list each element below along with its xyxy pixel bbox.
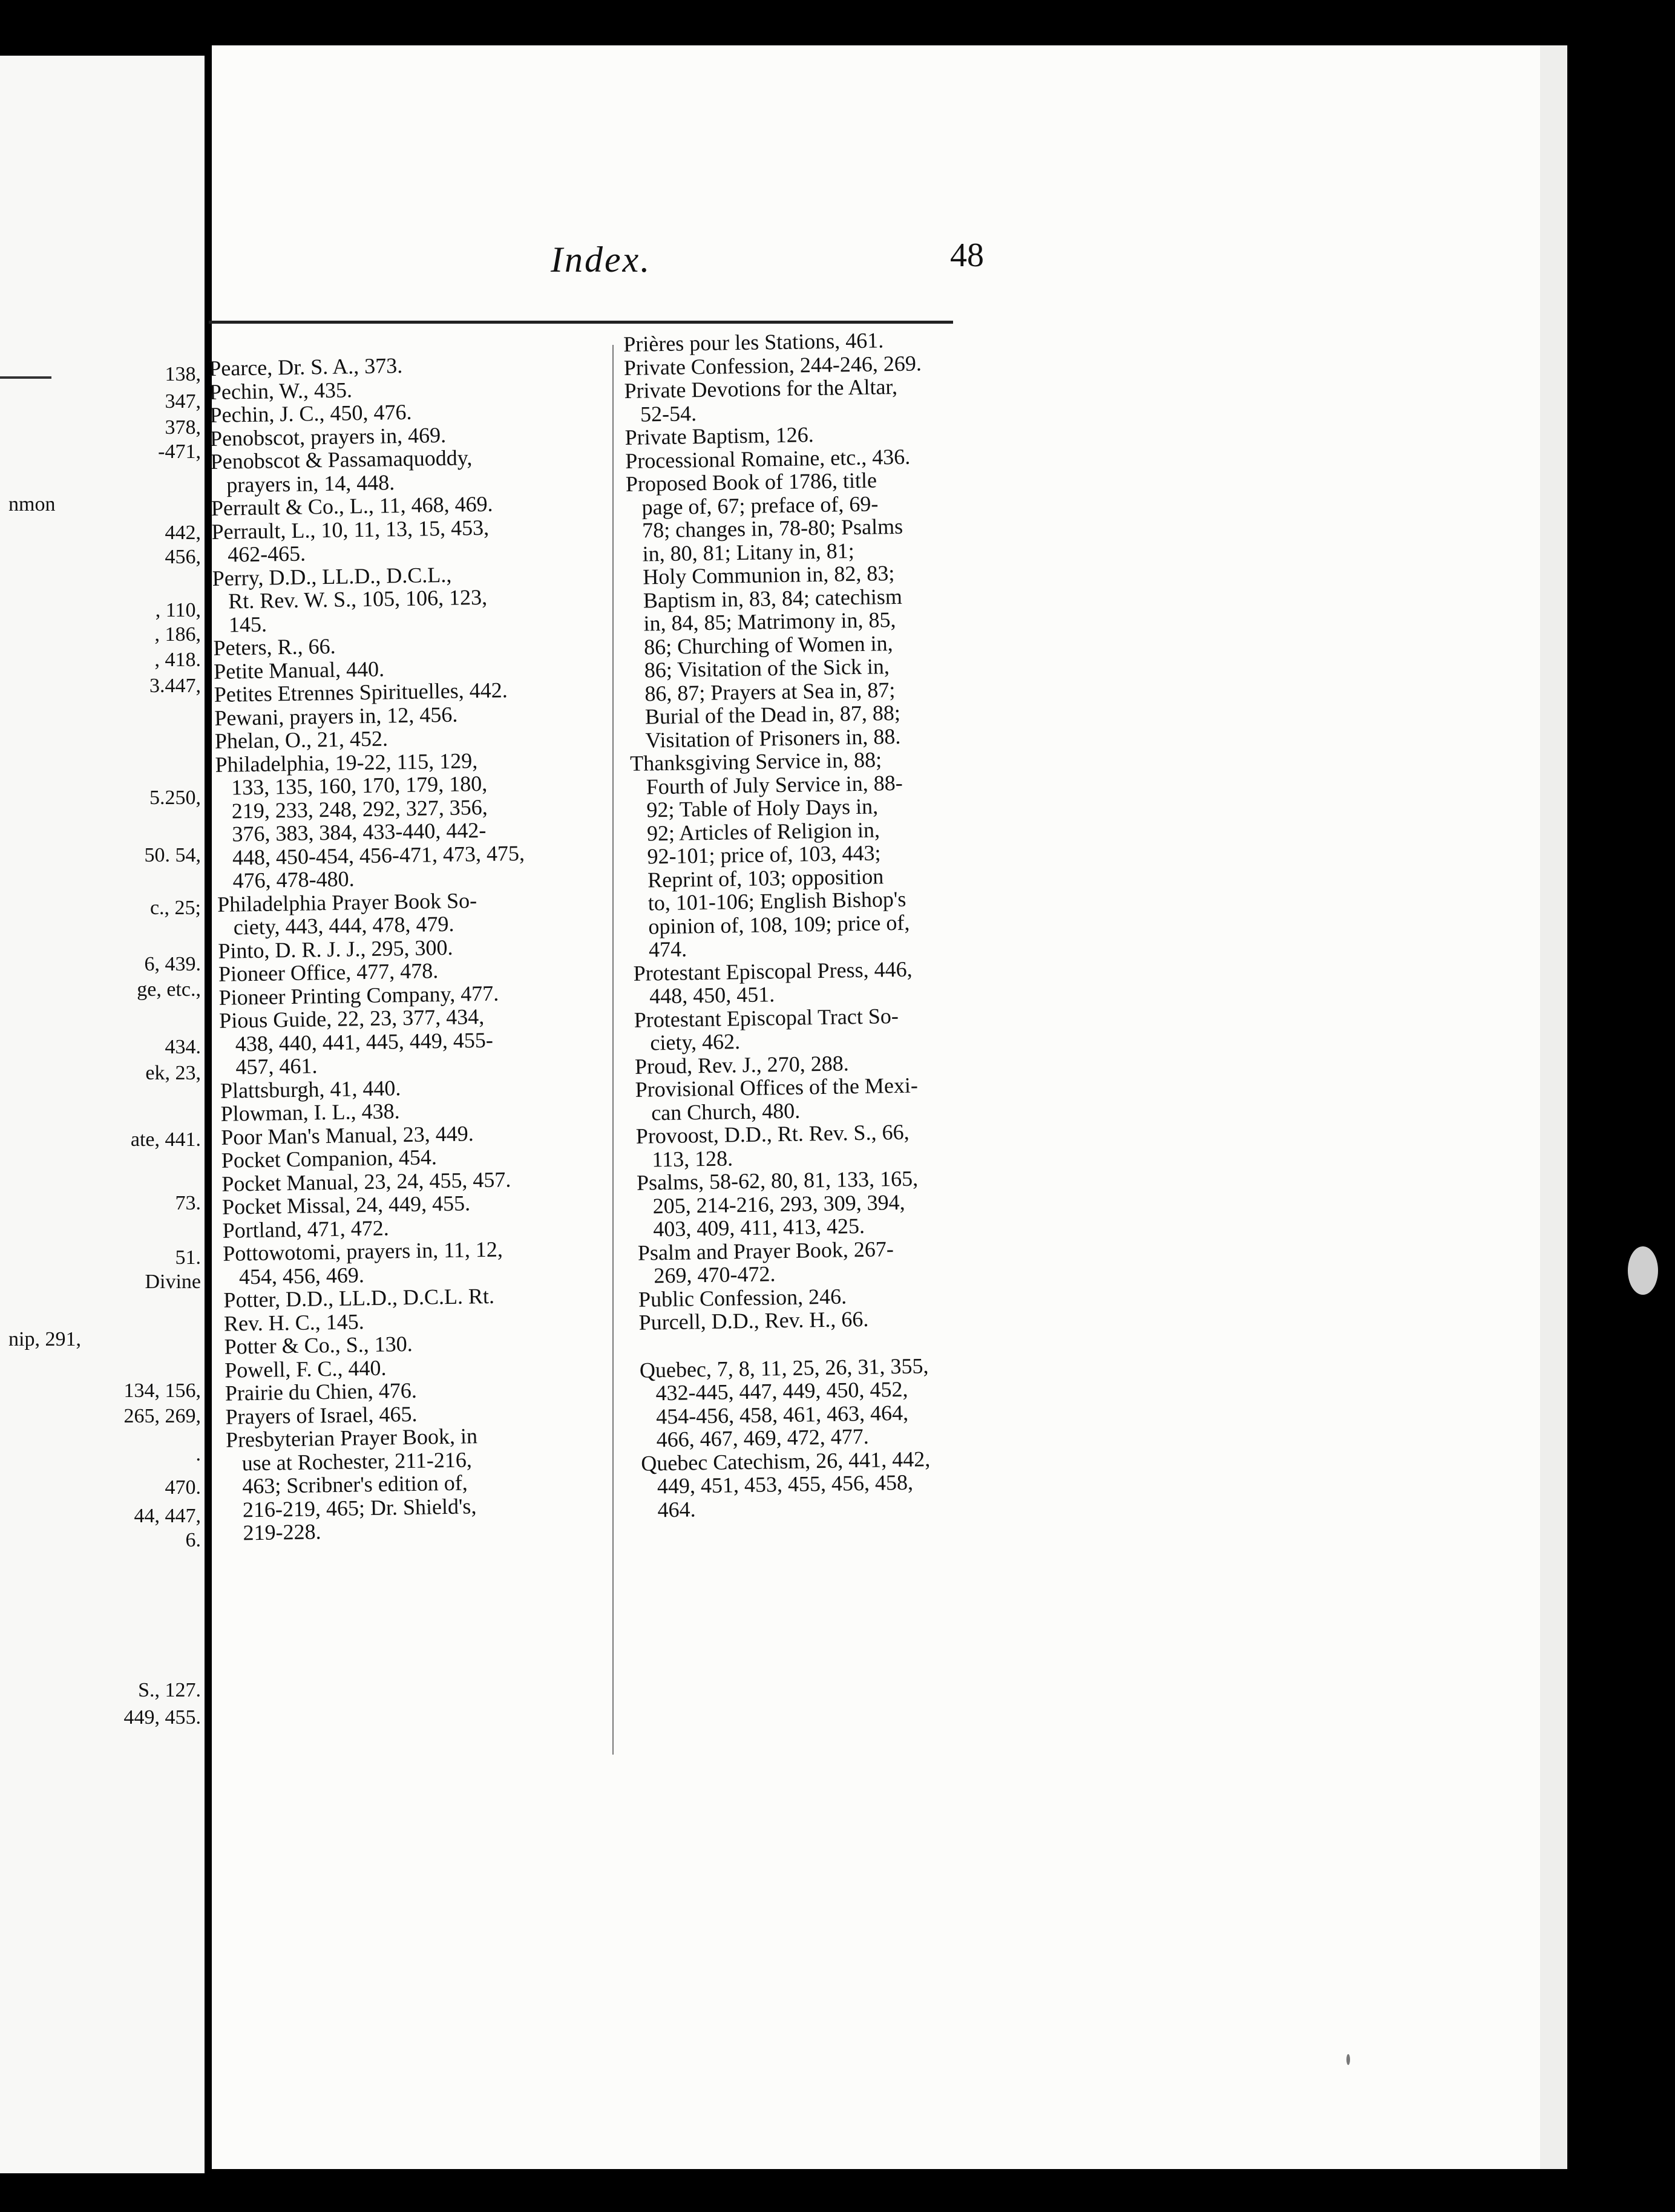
index-entry-continuation: 448, 450, 451. xyxy=(649,982,775,1009)
index-entry: Poor Man's Manual, 23, 449. xyxy=(220,1121,474,1150)
facing-page-fragment: 470. xyxy=(165,1476,201,1499)
facing-page-fragment: . xyxy=(195,1443,201,1465)
page-speck xyxy=(1346,2054,1350,2065)
index-entry-continuation: Reprint of, 103; opposition xyxy=(647,863,884,892)
facing-page-fragment: 449, 455. xyxy=(123,1706,201,1729)
facing-page-fragment: 378, xyxy=(165,416,201,439)
index-entry: Public Confession, 246. xyxy=(638,1283,847,1312)
facing-page-fragment: 434. xyxy=(165,1036,201,1058)
index-entry: Provoost, D.D., Rt. Rev. S., 66, xyxy=(635,1119,910,1148)
facing-page-rule xyxy=(0,376,51,379)
index-entry-continuation: Burial of the Dead in, 87, 88; xyxy=(644,700,901,729)
index-entry: Perrault, L., 10, 11, 13, 15, 453, xyxy=(211,515,490,544)
index-entry-continuation: 86; Churching of Women in, xyxy=(643,630,893,659)
index-entry: Petites Etrennes Spirituelles, 442. xyxy=(214,678,508,707)
index-entry: Powell, F. C., 440. xyxy=(224,1355,387,1382)
facing-page-fragment: 73. xyxy=(175,1192,201,1214)
index-entry-continuation: 449, 451, 453, 455, 456, 458, xyxy=(657,1470,914,1499)
page-speck xyxy=(1628,1246,1658,1295)
index-entry-continuation: opinion of, 108, 109; price of, xyxy=(648,910,910,938)
index-entry-continuation: prayers in, 14, 448. xyxy=(226,470,395,497)
index-entry: Proposed Book of 1786, title xyxy=(625,468,877,496)
index-entry: Prayers of Israel, 465. xyxy=(225,1401,418,1429)
index-entry-continuation: Rt. Rev. W. S., 105, 106, 123, xyxy=(228,584,488,614)
facing-page-fragment: , 110, xyxy=(155,599,201,621)
facing-page-fragment: ek, 23, xyxy=(145,1062,201,1084)
index-entry: Pious Guide, 22, 23, 377, 434, xyxy=(218,1004,485,1033)
index-entry: Philadelphia, 19-22, 115, 129, xyxy=(215,748,478,777)
index-entry: Quebec, 7, 8, 11, 25, 26, 31, 355, xyxy=(639,1353,929,1382)
index-entry-continuation: ciety, 462. xyxy=(650,1029,741,1055)
index-entry-continuation: 466, 467, 469, 472, 477. xyxy=(656,1424,870,1452)
index-entry-continuation: 145. xyxy=(228,612,267,637)
facing-page-fragment: 265, 269, xyxy=(123,1405,201,1427)
facing-page-fragment: 134, 156, xyxy=(123,1379,201,1402)
index-entry: Perry, D.D., LL.D., D.C.L., xyxy=(212,562,452,591)
index-entry-continuation: 376, 383, 384, 433-440, 442- xyxy=(232,817,487,846)
index-entry: Pocket Companion, 454. xyxy=(221,1145,438,1173)
index-entry-continuation: ciety, 443, 444, 478, 479. xyxy=(233,911,454,940)
index-entry-continuation: in, 84, 85; Matrimony in, 85, xyxy=(643,607,896,636)
index-entry-continuation: 78; changes in, 78-80; Psalms xyxy=(641,514,903,543)
facing-page-fragment: 6. xyxy=(185,1529,201,1551)
index-entry-continuation: 438, 440, 441, 445, 449, 455- xyxy=(235,1027,494,1056)
facing-page-edge xyxy=(0,56,205,2173)
index-entry-continuation: 113, 128. xyxy=(652,1145,733,1171)
index-entry: Protestant Episcopal Tract So- xyxy=(634,1003,899,1032)
facing-page-fragment: 442, xyxy=(165,522,201,544)
index-entry-continuation: 448, 450-454, 456-471, 473, 475, xyxy=(232,840,525,869)
index-entry-continuation: 86; Visitation of the Sick in, xyxy=(644,654,890,682)
index-entry-continuation: 92; Articles of Religion in, xyxy=(646,817,880,845)
index-entry: Protestant Episcopal Press, 446, xyxy=(633,957,913,986)
index-entry: Pioneer Office, 477, 478. xyxy=(218,958,439,986)
facing-page-fragment: 138, xyxy=(165,363,201,385)
index-entry-continuation: 133, 135, 160, 170, 179, 180, xyxy=(231,771,488,800)
index-entry: Prairie du Chien, 476. xyxy=(225,1378,418,1405)
index-column-left xyxy=(209,351,621,1545)
index-entry: Philadelphia Prayer Book So- xyxy=(217,888,477,917)
facing-page-fragment: Divine xyxy=(145,1271,201,1293)
index-entry-continuation: can Church, 480. xyxy=(651,1098,801,1125)
index-entry-continuation: to, 101-106; English Bishop's xyxy=(647,886,906,915)
index-entry-continuation: 474. xyxy=(648,937,687,962)
index-entry-continuation: 86, 87; Prayers at Sea in, 87; xyxy=(644,677,896,706)
index-entry-continuation: 464. xyxy=(657,1496,696,1522)
index-entry: Plowman, I. L., 438. xyxy=(220,1099,400,1126)
index-entry: Penobscot, prayers in, 469. xyxy=(209,422,447,451)
index-entry-continuation: 205, 214-216, 293, 309, 394, xyxy=(652,1189,905,1218)
index-entry: Presbyterian Prayer Book, in xyxy=(225,1424,478,1452)
facing-page-fragment: 50. 54, xyxy=(144,844,201,866)
index-entry: Petite Manual, 440. xyxy=(213,656,385,684)
index-entry-continuation: use at Rochester, 211-216, xyxy=(241,1447,473,1475)
facing-page-fragment: 44, 447, xyxy=(134,1505,201,1527)
facing-page-fragment: ate, 441. xyxy=(130,1128,201,1151)
index-column-right xyxy=(623,327,1035,1522)
index-entry: Pechin, J. C., 450, 476. xyxy=(209,399,412,427)
index-entry: Plattsburgh, 41, 440. xyxy=(220,1075,401,1103)
index-entry: Pocket Missal, 24, 449, 455. xyxy=(221,1191,471,1219)
facing-page-fragment: nip, 291, xyxy=(8,1328,81,1350)
index-entry: Pocket Manual, 23, 24, 455, 457. xyxy=(221,1167,511,1196)
index-entry-continuation: 463; Scribner's edition of, xyxy=(242,1470,468,1499)
index-entry: Pewani, prayers in, 12, 456. xyxy=(214,702,458,730)
index-entry: Phelan, O., 21, 452. xyxy=(214,726,388,753)
header-rule xyxy=(209,321,953,324)
index-entry: Private Confession, 244-246, 269. xyxy=(623,350,922,380)
index-entry: Pottowotomi, prayers in, 11, 12, xyxy=(222,1237,503,1266)
index-entry: Private Devotions for the Altar, xyxy=(624,374,898,403)
index-entry: Psalm and Prayer Book, 267- xyxy=(637,1236,894,1265)
index-entry-continuation: 454-456, 458, 461, 463, 464, xyxy=(655,1400,909,1428)
index-entry: Private Baptism, 126. xyxy=(624,422,814,450)
index-entry: Pinto, D. R. J. J., 295, 300. xyxy=(218,935,453,963)
page-edge xyxy=(1540,45,1567,2169)
index-entry-continuation: Fourth of July Service in, 88- xyxy=(646,770,903,799)
index-entry: Provisional Offices of the Mexi- xyxy=(635,1073,919,1102)
index-entry-continuation: Holy Communion in, 82, 83; xyxy=(643,561,895,589)
page-number: 48 xyxy=(950,237,984,274)
index-entry-continuation: 457, 461. xyxy=(235,1053,318,1079)
facing-page-fragment: 51. xyxy=(175,1246,201,1269)
facing-page-fragment: 347, xyxy=(165,390,201,413)
index-entry: Peters, R., 66. xyxy=(213,633,336,660)
index-entry-continuation: 462-465. xyxy=(227,541,306,567)
index-entry: Rev. H. C., 145. xyxy=(223,1309,365,1336)
index-entry-continuation: 403, 409, 411, 413, 425. xyxy=(652,1213,865,1242)
index-entry: Penobscot & Passamaquoddy, xyxy=(210,445,473,474)
index-entry-continuation: 52-54. xyxy=(640,401,697,427)
index-entry-continuation: Visitation of Prisoners in, 88. xyxy=(645,724,901,753)
index-entry-continuation: 216-219, 465; Dr. Shield's, xyxy=(242,1493,477,1522)
facing-page-fragment: 456, xyxy=(165,546,201,568)
index-entry: Processional Romaine, etc., 436. xyxy=(625,444,911,473)
facing-page-fragment: 3.447, xyxy=(149,675,201,697)
index-entry-continuation: 476, 478-480. xyxy=(232,866,355,893)
index-entry: Potter, D.D., LL.D., D.C.L. Rt. xyxy=(223,1283,495,1312)
facing-page-fragment: 6, 439. xyxy=(144,953,201,975)
index-entry-continuation: Baptism in, 83, 84; catechism xyxy=(643,584,903,613)
facing-page-fragment: , 418. xyxy=(154,649,201,671)
index-entry: Thanksgiving Service in, 88; xyxy=(629,747,882,776)
index-entry: Purcell, D.D., Rev. H., 66. xyxy=(638,1306,869,1335)
index-entry-continuation: 92-101; price of, 103, 443; xyxy=(647,840,881,869)
index-entry-continuation: 219, 233, 248, 292, 327, 356, xyxy=(231,794,488,823)
index-entry-continuation: page of, 67; preface of, 69- xyxy=(641,491,879,520)
index-entry-continuation: 432-445, 447, 449, 450, 452, xyxy=(655,1376,908,1405)
facing-page-fragment: , 186, xyxy=(154,623,201,646)
index-entry-continuation: in, 80, 81; Litany in, 81; xyxy=(642,538,854,566)
index-entry-continuation: 219-228. xyxy=(243,1519,321,1545)
index-entry: Pearce, Dr. S. A., 373. xyxy=(208,353,403,381)
index-entry-continuation: 269, 470-472. xyxy=(654,1261,776,1288)
running-title: Index. xyxy=(551,240,652,280)
facing-page-fragment: 5.250, xyxy=(149,787,201,809)
index-entry-continuation: 454, 456, 469. xyxy=(238,1262,365,1289)
index-entry: Pioneer Printing Company, 477. xyxy=(218,981,499,1010)
index-entry: Proud, Rev. J., 270, 288. xyxy=(634,1050,849,1079)
facing-page-fragment: S., 127. xyxy=(138,1679,201,1701)
index-entry: Psalms, 58-62, 80, 81, 133, 165, xyxy=(636,1166,919,1195)
facing-page-fragment: nmon xyxy=(8,493,56,515)
facing-page-fragment: c., 25; xyxy=(149,897,201,919)
index-entry-continuation: 92; Table of Holy Days in, xyxy=(646,794,879,822)
index-entry: Potter & Co., S., 130. xyxy=(224,1331,413,1359)
facing-page-fragment: ge, etc., xyxy=(137,978,201,1001)
facing-page-fragment: -471, xyxy=(158,440,201,463)
index-entry: Prières pour les Stations, 461. xyxy=(623,328,884,356)
index-entry: Pechin, W., 435. xyxy=(209,377,353,404)
index-entry: Portland, 471, 472. xyxy=(222,1216,389,1243)
index-entry: Quebec Catechism, 26, 441, 442, xyxy=(641,1446,931,1476)
index-entry: Perrault & Co., L., 11, 468, 469. xyxy=(211,491,493,520)
